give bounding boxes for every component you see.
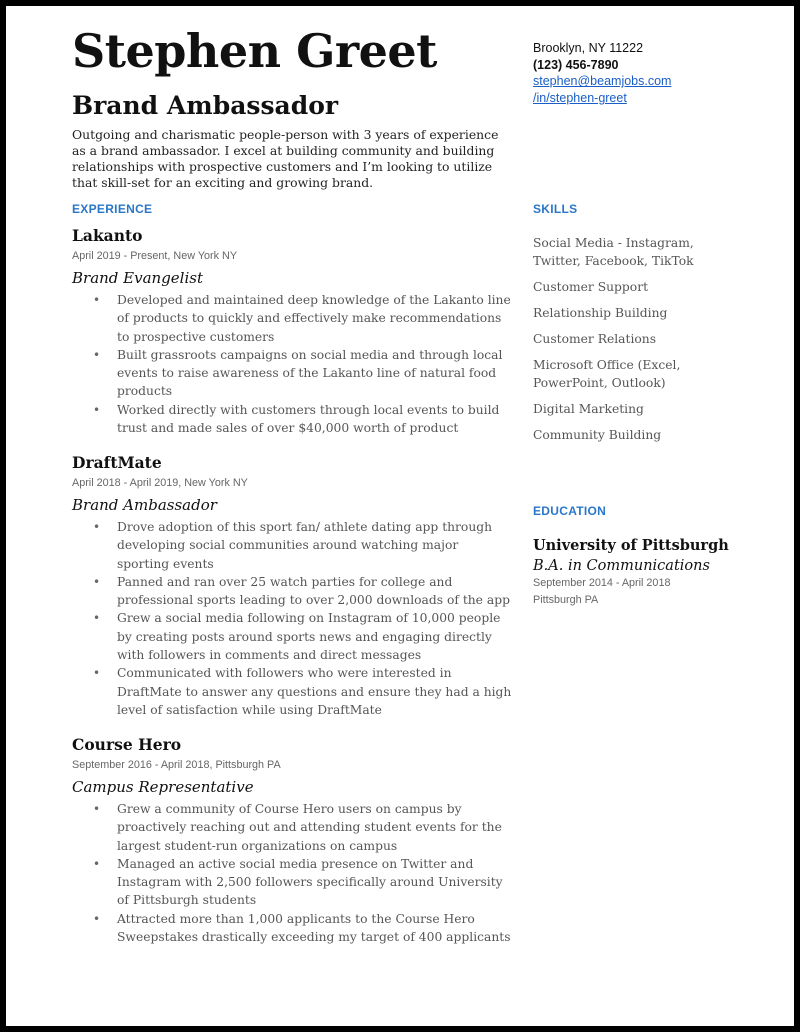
bullet-item: • Attracted more than 1,000 applicants to the Course Hero Sweepstakes drastically exceeding my target of 400 applicants (93, 911, 511, 945)
skills-heading: SKILLS (533, 202, 578, 216)
bullet-icon: • (93, 856, 101, 871)
education-location: Pittsburgh PA (533, 594, 599, 606)
skills-list (533, 234, 708, 452)
education-dates: September 2014 - April 2018 (533, 577, 671, 589)
job-bullets (72, 518, 512, 719)
bullet-icon: • (93, 402, 101, 417)
bullet-item: • Worked directly with customers through local events to build trust and made sales of over $40,000 worth of product (93, 402, 500, 436)
job-headline: Brand Ambassador (72, 91, 339, 120)
bullet-item: • Managed an active social media presence on Twitter and Instagram with 2,500 followers specifically around University of Pittsburgh students (93, 856, 503, 908)
bullet-icon: • (93, 666, 101, 681)
bullet-item: • Grew a community of Course Hero users on campus by proactively reaching out and attending student events for the largest student-run organizations on campus (93, 802, 502, 853)
skill-item: Customer Support (533, 280, 649, 294)
bullet-icon: • (93, 802, 101, 816)
bullet-item: • Grew a social media following on Instagram of 10,000 people by creating posts around sports news and engaging directly with followers in comments and direct messages (93, 611, 501, 663)
bullet-icon: • (93, 911, 101, 926)
bullet-item: • Communicated with followers who were interested in DraftMate to answer any questions and ensure they had a high level of satisfaction while using DraftMate (93, 666, 512, 717)
bullet-item: • Drove adoption of this sport fan/ athlete dating app through developing social communities around watching major sporting events (93, 520, 493, 571)
school-name: University of Pittsburgh (533, 537, 729, 554)
candidate-name: Stephen Greet (72, 24, 437, 78)
bullet-item: • Built grassroots campaigns on social media and through local events to raise awareness of the Lakanto line of natural food products (93, 347, 503, 399)
experience-heading: EXPERIENCE (72, 202, 153, 216)
company-name: DraftMate (72, 453, 162, 472)
job-dates-location: April 2018 - April 2019, New York NY (72, 477, 248, 489)
job-entry-course-hero (72, 736, 512, 946)
resume-page (6, 6, 794, 1026)
skill-item: Community Building (533, 428, 662, 442)
contact-block (533, 40, 671, 107)
summary-paragraph: Outgoing and charismatic people-person with 3 years of experience as a brand ambassador. I excel at building community and building relationships with prospective customers and I’m looking to utilize that skill-set for an exciting and growing brand. (72, 127, 499, 190)
contact-location: Brooklyn, NY 11222 (533, 41, 644, 55)
degree-title: B.A. in Communications (533, 558, 710, 574)
contact-email-link[interactable]: stephen@beamjobs.com (533, 74, 672, 89)
bullet-icon: • (93, 520, 101, 534)
bullet-item: • Panned and ran over 25 watch parties for college and professional sports leading to over 2,000 downloads of the app (93, 574, 510, 608)
bullet-item: • Developed and maintained deep knowledge of the Lakanto line of products to quickly and effectively make recommendations to prospective customers (93, 293, 511, 344)
job-dates-location: April 2019 - Present, New York NY (72, 250, 238, 262)
bullet-icon: • (93, 293, 101, 307)
job-title: Brand Evangelist (72, 269, 203, 287)
contact-linkedin-link[interactable]: /in/stephen-greet (533, 91, 627, 106)
bullet-icon: • (93, 574, 101, 589)
education-heading: EDUCATION (533, 504, 607, 518)
bullet-icon: • (93, 611, 101, 626)
job-entry-draftmate (72, 454, 512, 719)
bullet-icon: • (93, 347, 101, 362)
skill-item: Digital Marketing (533, 402, 644, 416)
job-entry-lakanto (72, 227, 512, 437)
company-name: Lakanto (72, 226, 143, 245)
job-dates-location: September 2016 - April 2018, Pittsburgh PA (72, 759, 281, 771)
job-title: Brand Ambassador (72, 496, 217, 514)
education-entry (533, 536, 753, 609)
skill-item: Customer Relations (533, 332, 657, 346)
contact-phone: (123) 456-7890 (533, 57, 619, 72)
job-bullets (72, 291, 512, 437)
skill-item: Social Media - Instagram, Twitter, Facebook, TikTok (533, 236, 694, 268)
company-name: Course Hero (72, 735, 182, 754)
skill-item: Microsoft Office (Excel, PowerPoint, Outlook) (533, 358, 681, 390)
job-title: Campus Representative (72, 778, 254, 796)
job-bullets (72, 800, 512, 946)
skill-item: Relationship Building (533, 306, 668, 320)
